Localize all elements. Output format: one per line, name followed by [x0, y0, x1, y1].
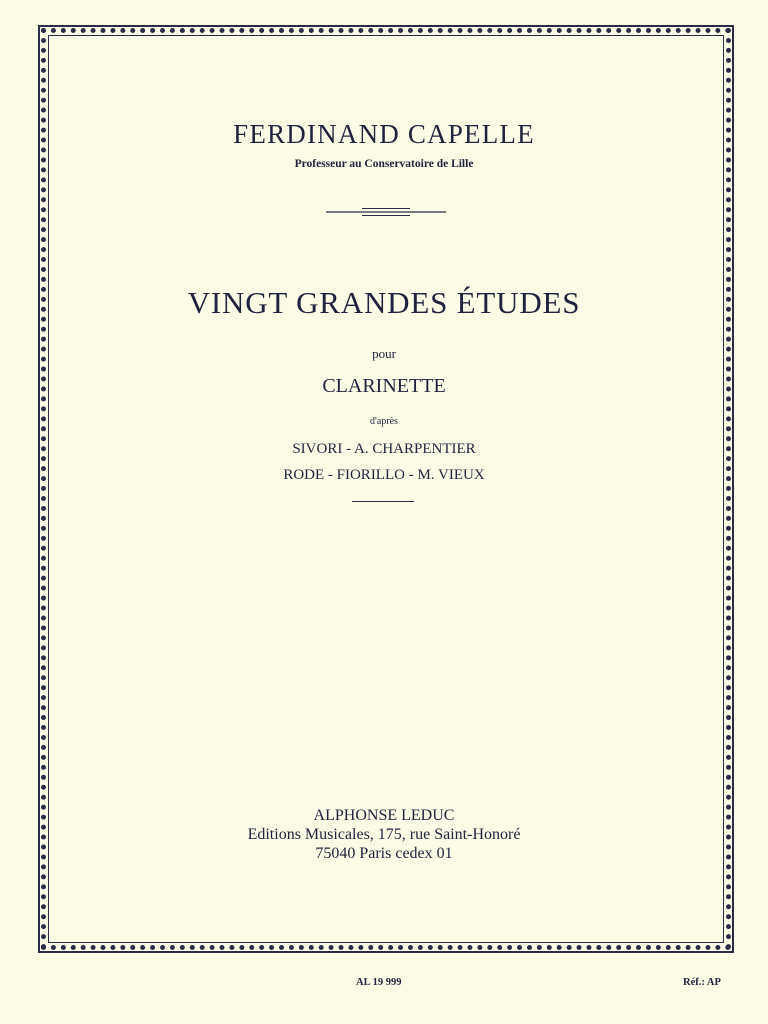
short-rule-divider	[352, 501, 414, 502]
author-title: Professeur au Conservatoire de Lille	[294, 158, 474, 170]
publisher-address-line-2: 75040 Paris cedex 01	[315, 845, 453, 862]
author-name: FERDINAND CAPELLE	[233, 119, 535, 149]
dapres-label: d'après	[370, 416, 398, 427]
work-title: VINGT GRANDES ÉTUDES	[187, 285, 581, 320]
pour-label: pour	[372, 346, 396, 361]
instrument-name: CLARINETTE	[322, 375, 446, 397]
composers-line-1: SIVORI - A. CHARPENTIER	[292, 441, 476, 457]
reference-code: Réf.: AP	[683, 977, 721, 988]
ornament-divider	[326, 205, 446, 219]
catalog-number: AL 19 999	[356, 977, 402, 988]
composers-line-2: RODE - FIORILLO - M. VIEUX	[283, 467, 485, 483]
publisher-address-line-1: Editions Musicales, 175, rue Saint-Honoré	[247, 826, 521, 843]
publisher-name: ALPHONSE LEDUC	[313, 807, 455, 824]
